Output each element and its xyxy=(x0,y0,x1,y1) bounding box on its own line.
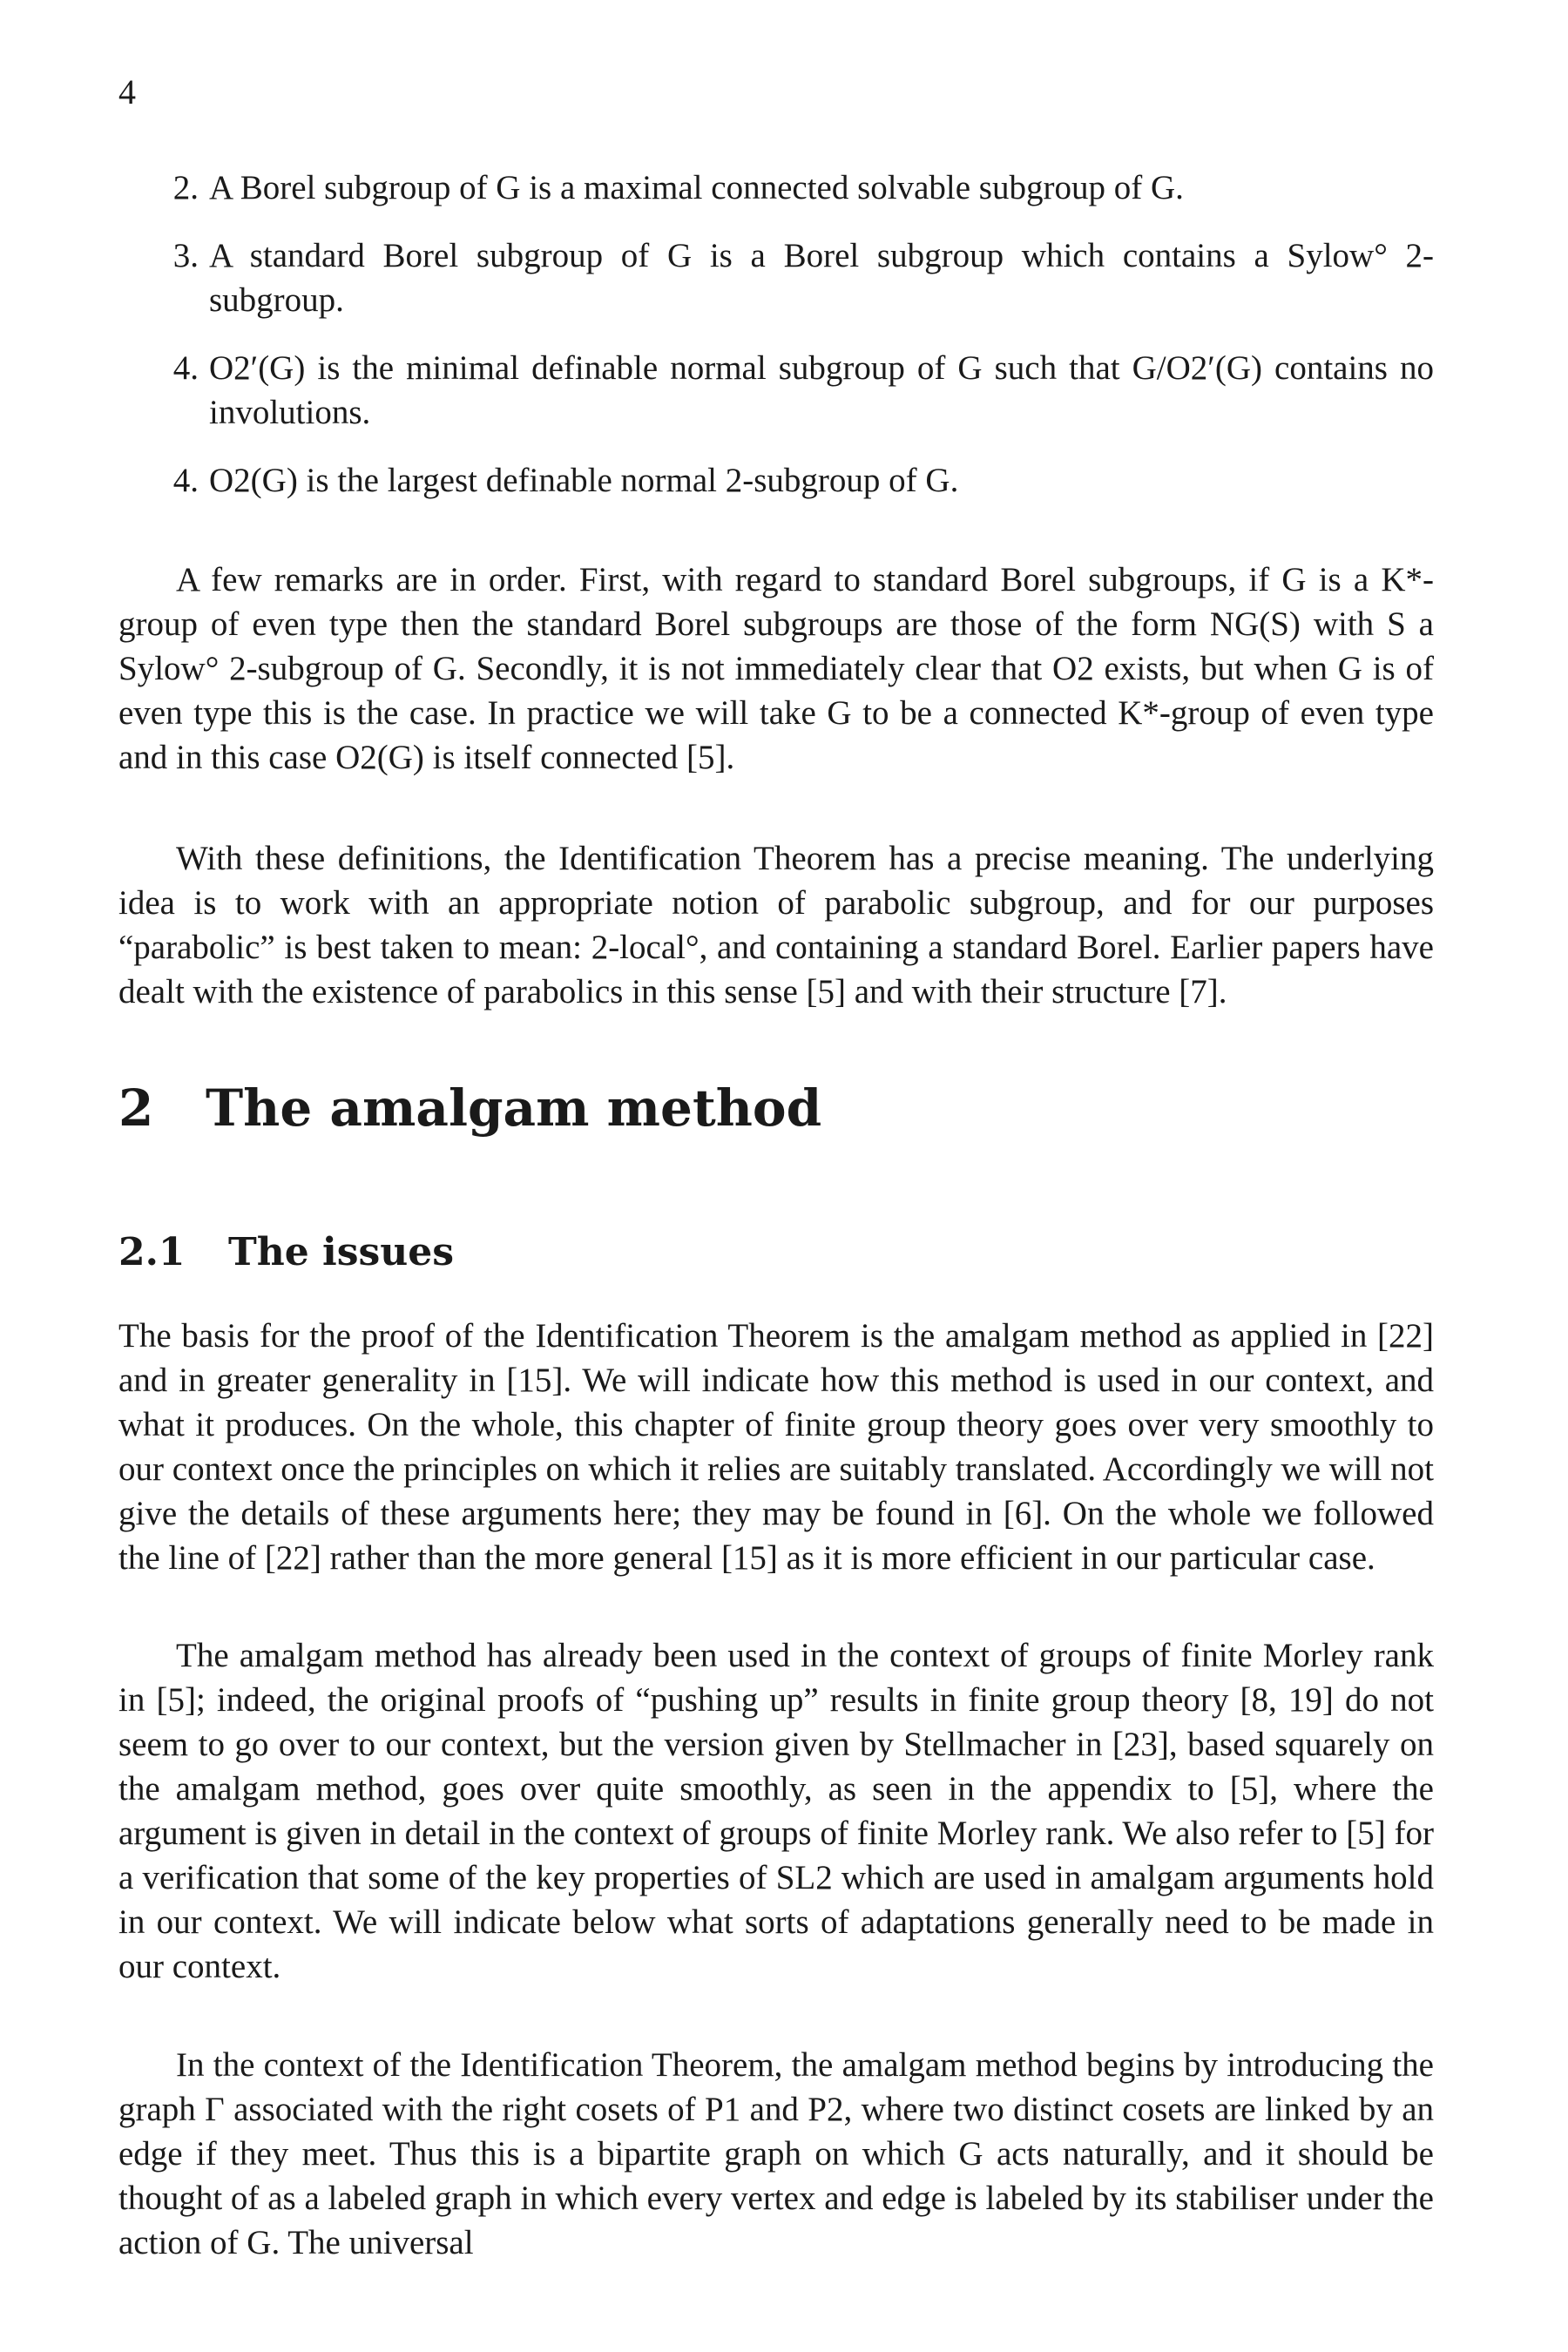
list-item xyxy=(118,458,1434,503)
subsection-heading xyxy=(118,1230,454,1274)
remarks-paragraph: A few remarks are in order. First, with regard to standard Borel subgroups, if G is a K*-group of even type then the standard Borel subgroups are those of the form NG(S) with S a Sylow° 2-subgroup of G. Secondly, it is not immediately clear that O2 exists, but when G is of even type this is the case. In practice we will take G to be a connected K*-group of even type and in this case O2(G) is itself connected [5]. xyxy=(118,561,1434,776)
basis-paragraph-block xyxy=(118,1314,1434,1580)
list-item-text: A standard Borel subgroup of G is a Borel subgroup which contains a Sylow° 2-subgroup. xyxy=(209,237,1434,319)
list-item xyxy=(118,346,1434,435)
already-used-paragraph-block xyxy=(118,1633,1434,1989)
list-item-number: 4. xyxy=(172,462,199,499)
graph-paragraph-block xyxy=(118,2043,1434,2265)
definitions-paragraph: With these definitions, the Identification Theorem has a precise meaning. The underlying idea is to work with an appropriate notion of parabolic subgroup, and for our purposes “parabolic” is best taken to mean: 2-local°, and containing a standard Borel. Earlier papers have dealt with the existence of parabolics in this sense [5] and with their structure [7]. xyxy=(118,840,1434,1010)
already-used-paragraph: The amalgam method has already been used in the context of groups of finite Morley rank in [5]; indeed, the original proofs of “pushing up” results in finite group theory [8, 19] do not seem to go over to our context, but the version given by Stellmacher in [23], based squarely on the amalgam method, goes over quite smoothly, as seen in the appendix to [5], where the argument is given in detail in the context of groups of finite Morley rank. We also refer to [5] for a verification that some of the key properties of SL2 which are used in amalgam arguments hold in our context. We will indicate below what sorts of adaptations generally need to be made in our context. xyxy=(118,1637,1434,1985)
page-number: 4 xyxy=(118,72,136,112)
basis-paragraph: The basis for the proof of the Identification Theorem is the amalgam method as applied in [22] and in greater generality in [15]. We will indicate how this method is used in our context, and what it produces. On the whole, this chapter of finite group theory goes over very smoothly to our context once the principles on which it relies are suitably translated. Accordingly we will not give the details of these arguments here; they may be found in [6]. On the whole we followed the line of [22] rather than the more general [15] as it is more efficient in our particular case. xyxy=(118,1317,1434,1577)
definitions-paragraph-block xyxy=(118,836,1434,1014)
list-item-number: 3. xyxy=(172,237,199,274)
section-heading xyxy=(118,1078,821,1138)
list-item-number: 4. xyxy=(172,349,199,387)
section-number: 2 xyxy=(118,1078,154,1138)
definition-list xyxy=(118,166,1434,526)
remarks-paragraph-block xyxy=(118,558,1434,780)
list-item-text: A Borel subgroup of G is a maximal connected solvable subgroup of G. xyxy=(209,169,1184,206)
list-item-text: O2′(G) is the minimal definable normal subgroup of G such that G/O2′(G) contains no involutions. xyxy=(209,349,1434,431)
list-item xyxy=(118,233,1434,322)
list-item xyxy=(118,166,1434,210)
subsection-title: The issues xyxy=(228,1230,455,1274)
subsection-number: 2.1 xyxy=(118,1230,186,1274)
section-title: The amalgam method xyxy=(206,1078,822,1138)
list-item-text: O2(G) is the largest definable normal 2-subgroup of G. xyxy=(209,462,959,499)
list-item-number: 2. xyxy=(172,169,199,206)
graph-paragraph: In the context of the Identification Theorem, the amalgam method begins by introducing the graph Γ associated with the right cosets of P1 and P2, where two distinct cosets are linked by an edge if they meet. Thus this is a bipartite graph on which G acts naturally, and it should be thought of as a labeled graph in which every vertex and edge is labeled by its stabiliser under the action of G. The universal xyxy=(118,2046,1434,2261)
